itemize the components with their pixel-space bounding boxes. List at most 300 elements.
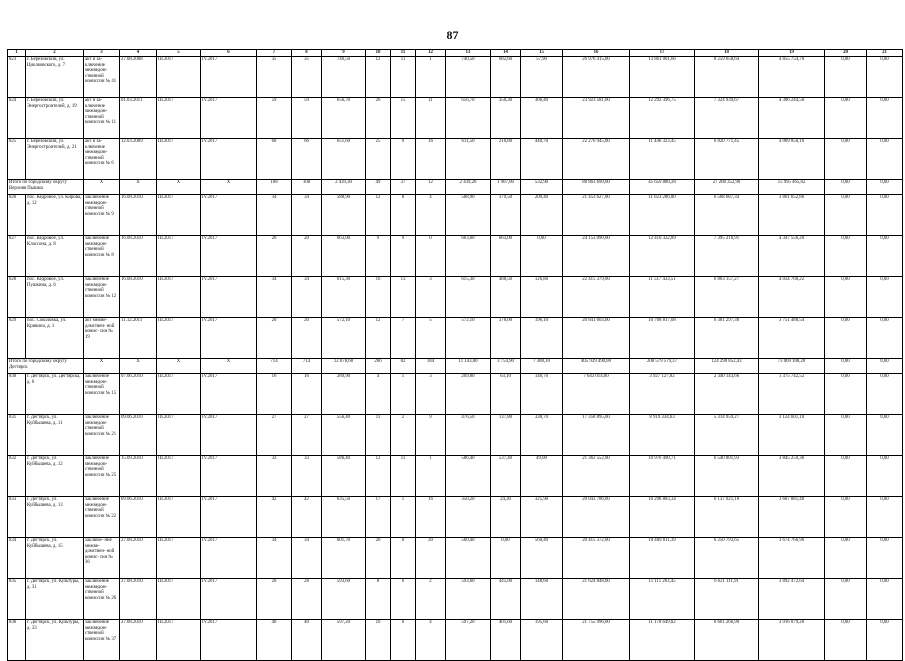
value-cell: 23 923 581,00 — [563, 98, 630, 139]
value-cell: 34 — [292, 538, 322, 579]
value-cell: 740,50 — [322, 57, 366, 98]
date-cell: III.2017 — [157, 374, 201, 415]
value-cell: 3 845 259,36 — [759, 456, 825, 497]
value-cell: 0,00 — [825, 456, 867, 497]
document-cell: заключение межведом- ственной комиссии № 25 — [84, 456, 120, 497]
date-cell: IV.2017 — [201, 415, 257, 456]
subtotal-cell: 82 — [391, 359, 416, 374]
value-cell: 0,00 — [867, 139, 903, 180]
value-cell: 195,60 — [521, 620, 563, 661]
value-cell: 0 — [391, 538, 416, 579]
value-cell: 20 — [366, 538, 391, 579]
value-cell: 560,40 — [521, 538, 563, 579]
value-cell: 24 153 090,00 — [563, 236, 630, 277]
value-cell: 26 976 415,00 — [563, 57, 630, 98]
date-cell: III.2017 — [157, 456, 201, 497]
value-cell: 40 — [257, 620, 292, 661]
document-cell: акт и за- ключение межведом- ственной комиссии № 41 — [84, 57, 120, 98]
table-row — [8, 374, 903, 415]
value-cell: 651,60 — [322, 139, 366, 180]
value-cell: 0,00 — [825, 57, 867, 98]
value-cell: 0 — [416, 236, 446, 277]
value-cell: 0,00 — [825, 98, 867, 139]
subtotal-row — [8, 180, 903, 195]
row-number: 823 — [8, 57, 26, 98]
value-cell: 28 — [257, 579, 292, 620]
value-cell: 11 111 263,45 — [630, 579, 695, 620]
date-cell: IV.2017 — [201, 318, 257, 359]
value-cell: 376,00 — [491, 318, 521, 359]
value-cell: 4 855 754,70 — [759, 57, 825, 98]
value-cell: 16 — [366, 277, 391, 318]
date-cell: III.2017 — [157, 620, 201, 661]
value-cell: 0,00 — [825, 195, 867, 236]
subtotal-cell: 27 208 352,90 — [695, 180, 759, 195]
document-cell: заключе- ние межве- домствен- ной комис- сии № 36 — [84, 538, 120, 579]
value-cell: 34 — [292, 195, 322, 236]
value-cell: 0,00 — [867, 456, 903, 497]
table-row — [8, 538, 903, 579]
value-cell: 1 — [416, 57, 446, 98]
column-number: 16 — [563, 50, 630, 57]
value-cell: 34 — [257, 195, 292, 236]
value-cell: 0,00 — [521, 236, 563, 277]
value-cell: 0,00 — [867, 620, 903, 661]
value-cell: 2 — [416, 579, 446, 620]
value-cell: 12 — [366, 195, 391, 236]
value-cell: 0,00 — [867, 415, 903, 456]
column-number: 15 — [521, 50, 563, 57]
value-cell: 588,90 — [322, 195, 366, 236]
table-row — [8, 456, 903, 497]
value-cell: 1 — [391, 497, 416, 538]
value-cell: 11 023 286,80 — [630, 195, 695, 236]
date-cell: III.2017 — [157, 236, 201, 277]
subtotal-cell: 12 — [416, 180, 446, 195]
value-cell: 146,70 — [521, 374, 563, 415]
column-number: 7 — [257, 50, 292, 57]
date-cell: IV.2017 — [201, 497, 257, 538]
value-cell: 0,00 — [825, 277, 867, 318]
column-number: 6 — [201, 50, 257, 57]
subtotal-cell: 208 579 579,37 — [630, 359, 695, 374]
value-cell: 593,60 — [322, 579, 366, 620]
value-cell: 33 — [257, 456, 292, 497]
table-row — [8, 620, 903, 661]
subtotal-cell: 45 659 880,28 — [630, 180, 695, 195]
table-row — [8, 277, 903, 318]
address-cell: г. Дегтярск, ул. Куйбышева, д. 13 — [26, 497, 84, 538]
column-number: 18 — [695, 50, 759, 57]
value-cell: 4 034 768,22 — [759, 277, 825, 318]
subtotal-cell: 0,00 — [825, 180, 867, 195]
row-number: 836 — [8, 620, 26, 661]
column-number: 3 — [84, 50, 120, 57]
value-cell: 0,00 — [491, 538, 521, 579]
address-cell: г. Дегтярск, ул. Куйбышева, д. 11 — [26, 415, 84, 456]
value-cell: 10 976 490,71 — [630, 456, 695, 497]
value-cell: 740,50 — [446, 57, 491, 98]
value-cell: 0,00 — [867, 497, 903, 538]
date-cell: III.2017 — [157, 538, 201, 579]
value-cell: 6 863 157,27 — [695, 277, 759, 318]
value-cell: 663,00 — [446, 236, 491, 277]
value-cell: 601,70 — [322, 538, 366, 579]
value-cell: 9 — [391, 139, 416, 180]
address-cell: пос. Кедровое, ул. Классона, д. 8 — [26, 236, 84, 277]
value-cell: 4 306 244,58 — [759, 98, 825, 139]
value-cell: 4 — [416, 195, 446, 236]
value-cell: 306,40 — [521, 98, 563, 139]
value-cell: 20 043 786,00 — [563, 497, 630, 538]
value-cell: 28 — [292, 579, 322, 620]
value-cell: 588,90 — [446, 195, 491, 236]
subtotal-cell: 73 069 108,20 — [759, 359, 825, 374]
value-cell: 6 — [391, 579, 416, 620]
value-cell: 10 708 817,08 — [630, 318, 695, 359]
document-cell: заключение межведом- ственной комиссии № 15 — [84, 374, 120, 415]
value-cell: 20 — [292, 318, 322, 359]
subtotal-cell: X — [120, 180, 157, 195]
value-cell: 0,00 — [867, 236, 903, 277]
value-cell: 663,00 — [322, 236, 366, 277]
address-cell: г. Дегтярск, ул. Куйбышева, д. 12 — [26, 456, 84, 497]
value-cell: 350,20 — [446, 497, 491, 538]
value-cell: 440,70 — [521, 139, 563, 180]
value-cell: 8 919 334,63 — [630, 415, 695, 456]
value-cell: 611,50 — [446, 139, 491, 180]
value-cell: 21 453 627,00 — [563, 195, 630, 236]
document-cell: заключение межведом- ственной комиссии № 9 — [84, 195, 120, 236]
value-cell: 4 — [366, 374, 391, 415]
value-cell: 12 — [366, 57, 391, 98]
value-cell: 0,00 — [825, 139, 867, 180]
document-cell: акт и за- ключение межведом- ственной комиссии № 6 — [84, 139, 120, 180]
table-row — [8, 57, 903, 98]
value-cell: 401,60 — [491, 620, 521, 661]
subtotal-cell: 2 439,20 — [446, 180, 491, 195]
subtotal-cell: X — [157, 359, 201, 374]
value-cell: 0,00 — [825, 236, 867, 277]
value-cell: 338,70 — [521, 415, 563, 456]
row-number: 829 — [8, 318, 26, 359]
column-number-row — [8, 50, 903, 57]
date-cell: 07.06.2010 — [120, 374, 157, 415]
value-cell: 2 — [391, 415, 416, 456]
date-cell: 11.12.2011 — [120, 318, 157, 359]
value-cell: 6 381 297,38 — [695, 318, 759, 359]
date-cell: 16.08.2010 — [120, 195, 157, 236]
value-cell: 656,70 — [446, 98, 491, 139]
subtotal-cell: X — [157, 180, 201, 195]
value-cell: 21 624 848,00 — [563, 579, 630, 620]
value-cell: 8 259 658,64 — [695, 57, 759, 98]
value-cell: 593,60 — [446, 579, 491, 620]
value-cell: 34 — [257, 538, 292, 579]
value-cell: 0,00 — [867, 195, 903, 236]
date-cell: 27.08.2010 — [120, 620, 157, 661]
value-cell: 3 861 652,86 — [759, 195, 825, 236]
value-cell: 3 892 472,64 — [759, 579, 825, 620]
row-number: 835 — [8, 579, 26, 620]
value-cell: 560,40 — [446, 538, 491, 579]
value-cell: 22 276 945,00 — [563, 139, 630, 180]
value-cell: 63,10 — [491, 374, 521, 415]
value-cell: 68 — [257, 139, 292, 180]
table-row — [8, 318, 903, 359]
value-cell: 6 — [391, 620, 416, 661]
date-cell: III.2017 — [157, 139, 201, 180]
value-cell: 42 — [292, 497, 322, 538]
value-cell: 0,00 — [867, 98, 903, 139]
value-cell: 4 009 850,10 — [759, 139, 825, 180]
value-cell: 20 841 603,00 — [563, 318, 630, 359]
value-cell: 35 — [292, 57, 322, 98]
value-cell: 20 — [416, 538, 446, 579]
date-cell: III.2017 — [157, 415, 201, 456]
value-cell: 12 292 396,75 — [630, 98, 695, 139]
value-cell: 3 — [416, 277, 446, 318]
date-cell: III.2017 — [157, 195, 201, 236]
value-cell: 24,30 — [491, 497, 521, 538]
date-cell: IV.2017 — [201, 195, 257, 236]
subtotal-cell: 88 863 699,00 — [563, 180, 630, 195]
column-number: 1 — [8, 50, 26, 57]
value-cell: 26 — [366, 98, 391, 139]
value-cell: 21 362 552,00 — [563, 456, 630, 497]
value-cell: 59 — [292, 98, 322, 139]
value-cell: 4 — [416, 620, 446, 661]
column-number: 2 — [26, 50, 84, 57]
value-cell: 476,50 — [446, 415, 491, 456]
date-cell: 27.08.2010 — [120, 538, 157, 579]
value-cell: 9 — [416, 415, 446, 456]
address-cell: г. Березовский, ул. Энергостроителей, д. 21 — [26, 139, 84, 180]
column-number: 12 — [416, 50, 446, 57]
column-number: 17 — [630, 50, 695, 57]
value-cell: 15 — [391, 98, 416, 139]
value-cell: 10 — [366, 620, 391, 661]
value-cell: 40 — [292, 620, 322, 661]
subtotal-cell: 11 143,00 — [446, 359, 491, 374]
document-cell: заключение межведом- ственной комиссии № 37 — [84, 620, 120, 661]
value-cell: 0,00 — [825, 538, 867, 579]
date-cell: IV.2017 — [201, 98, 257, 139]
address-cell: г. Дегтярск, ул. Куйбышева, д. 15 — [26, 538, 84, 579]
value-cell: 57,90 — [521, 57, 563, 98]
date-cell: 27.08.2010 — [120, 579, 157, 620]
subtotal-row — [8, 359, 903, 374]
column-number: 4 — [120, 50, 157, 57]
row-number: 826 — [8, 195, 26, 236]
value-cell: 34 — [292, 277, 322, 318]
value-cell: 9 — [366, 236, 391, 277]
value-cell: 0,00 — [825, 415, 867, 456]
value-cell: 210,80 — [491, 139, 521, 180]
document-cell: заключение межведом- ственной комиссии № 22 — [84, 497, 120, 538]
subtotal-cell: X — [120, 359, 157, 374]
value-cell: 0,00 — [825, 620, 867, 661]
value-cell: 196,10 — [521, 318, 563, 359]
value-cell: 17 358 895,00 — [563, 415, 630, 456]
date-cell: 15.09.2010 — [120, 456, 157, 497]
value-cell: 35 — [257, 57, 292, 98]
value-cell: 0,00 — [825, 318, 867, 359]
table-row — [8, 236, 903, 277]
value-cell: 11 — [416, 98, 446, 139]
date-cell: III.2017 — [157, 57, 201, 98]
value-cell: 0,00 — [867, 374, 903, 415]
date-cell: III.2017 — [157, 579, 201, 620]
column-number: 21 — [867, 50, 903, 57]
subtotal-cell: 184 — [416, 359, 446, 374]
date-cell: 01.03.2011 — [120, 98, 157, 139]
value-cell: 7 324 939,67 — [695, 98, 759, 139]
value-cell: 27 — [292, 415, 322, 456]
table-row — [8, 497, 903, 538]
address-cell: г. Березовский, ул. Циолковского, д. 7 — [26, 57, 84, 98]
subtotal-cell: X — [84, 180, 120, 195]
value-cell: 6 568 687,34 — [695, 195, 759, 236]
value-cell: 16 — [416, 139, 446, 180]
date-cell: 16.08.2010 — [120, 236, 157, 277]
value-cell: 16 — [257, 374, 292, 415]
value-cell: 16 — [292, 374, 322, 415]
subtotal-cell: 532,90 — [521, 180, 563, 195]
value-cell: 7 643 014,00 — [563, 374, 630, 415]
subtotal-cell: 266 — [366, 359, 391, 374]
value-cell: 126,80 — [521, 277, 563, 318]
column-number: 8 — [292, 50, 322, 57]
subtotal-cell: 405 939 490,00 — [563, 359, 630, 374]
value-cell: 13 861 001,66 — [630, 57, 695, 98]
date-cell: III.2017 — [157, 98, 201, 139]
row-number: 834 — [8, 538, 26, 579]
value-cell: 8 — [391, 195, 416, 236]
subtotal-cell: 2 439,30 — [322, 180, 366, 195]
value-cell: 12 — [366, 456, 391, 497]
value-cell: 572,10 — [322, 318, 366, 359]
value-cell: 20 415 372,00 — [563, 538, 630, 579]
subtotal-cell: 12 078,60 — [322, 359, 366, 374]
value-cell: 3 124 601,10 — [759, 415, 825, 456]
table-row — [8, 579, 903, 620]
table-row — [8, 195, 903, 236]
column-number: 14 — [491, 50, 521, 57]
table-row — [8, 139, 903, 180]
table-row — [8, 98, 903, 139]
value-cell: 6 820 771,45 — [695, 139, 759, 180]
date-cell: III.2017 — [157, 318, 201, 359]
value-cell: 6 540 801,93 — [695, 456, 759, 497]
column-number: 10 — [366, 50, 391, 57]
subtotal-cell: X — [84, 359, 120, 374]
value-cell: 33 — [292, 456, 322, 497]
date-cell: III.2017 — [157, 277, 201, 318]
date-cell: 27.08.2008 — [120, 57, 157, 98]
document-cell: акт и за- ключение межведом- ственной комиссии № 11 — [84, 98, 120, 139]
value-cell: 6 661 266,90 — [695, 620, 759, 661]
value-cell: 572,10 — [446, 318, 491, 359]
document-cell: заключение межведом- ственной комиссии № 12 — [84, 277, 120, 318]
value-cell: 2 340 143,66 — [695, 374, 759, 415]
value-cell: 7 — [391, 318, 416, 359]
row-number: 831 — [8, 415, 26, 456]
value-cell: 0,00 — [867, 538, 903, 579]
value-cell: 0,00 — [867, 277, 903, 318]
value-cell: 209,80 — [446, 374, 491, 415]
date-cell: IV.2017 — [201, 277, 257, 318]
row-number: 824 — [8, 98, 26, 139]
value-cell: 9 — [391, 236, 416, 277]
value-cell: 0,00 — [825, 374, 867, 415]
date-cell: IV.2017 — [201, 374, 257, 415]
value-cell: 586,40 — [446, 456, 491, 497]
value-cell: 3 — [416, 374, 446, 415]
value-cell: 350,30 — [491, 98, 521, 139]
value-cell: 488,50 — [491, 277, 521, 318]
value-cell: 66 — [292, 139, 322, 180]
value-cell: 137,80 — [491, 415, 521, 456]
value-cell: 556,40 — [322, 415, 366, 456]
table-row — [8, 415, 903, 456]
value-cell: 6 137 021,18 — [695, 497, 759, 538]
value-cell: 586,40 — [322, 456, 366, 497]
value-cell: 3 674 766,96 — [759, 538, 825, 579]
address-cell: г. Дегтярск, ул. Дегтярска, д. 6 — [26, 374, 84, 415]
subtotal-cell: 37 — [391, 180, 416, 195]
date-cell: IV.2017 — [201, 139, 257, 180]
value-cell: 379,50 — [491, 195, 521, 236]
row-number: 830 — [8, 374, 26, 415]
value-cell: 27 — [257, 415, 292, 456]
value-cell: 0,00 — [825, 497, 867, 538]
value-cell: 615,30 — [322, 277, 366, 318]
row-number: 832 — [8, 456, 26, 497]
subtotal-cell: 49 — [366, 180, 391, 195]
date-cell: 12.03.2009 — [120, 139, 157, 180]
value-cell: 3 751 488,54 — [759, 318, 825, 359]
subtotal-cell: 0,00 — [825, 359, 867, 374]
value-cell: 34 — [257, 277, 292, 318]
value-cell: 12 — [366, 318, 391, 359]
value-cell: 209,40 — [521, 195, 563, 236]
value-cell: 10 298 883,34 — [630, 497, 695, 538]
document-cell: акт межве- домствен- ной комис- сии № 19 — [84, 318, 120, 359]
subtotal-cell: 7 388,10 — [521, 359, 563, 374]
value-cell: 49,00 — [521, 456, 563, 497]
value-cell: 1 — [416, 456, 446, 497]
document-cell: заключение межведом- ственной комиссии № 26 — [84, 579, 120, 620]
subtotal-cell: X — [201, 359, 257, 374]
value-cell: 17 — [366, 497, 391, 538]
document-cell: заключение межведом- ственной комиссии № 21 — [84, 415, 120, 456]
housing-register-table — [7, 49, 903, 661]
address-cell: г. Дегтярск, ул. Культуры, д. 33 — [26, 620, 84, 661]
column-number: 19 — [759, 50, 825, 57]
value-cell: 11 517 433,51 — [630, 277, 695, 318]
subtotal-cell: 0,00 — [867, 359, 903, 374]
subtotal-cell: 714 — [257, 359, 292, 374]
date-cell: 09.06.2010 — [120, 497, 157, 538]
subtotal-cell: 3 754,90 — [491, 359, 521, 374]
column-number: 13 — [446, 50, 491, 57]
value-cell: 289,90 — [322, 374, 366, 415]
value-cell: 0,00 — [825, 579, 867, 620]
value-cell: 0,00 — [867, 318, 903, 359]
value-cell: 663,00 — [491, 236, 521, 277]
value-cell: 20 — [257, 318, 292, 359]
